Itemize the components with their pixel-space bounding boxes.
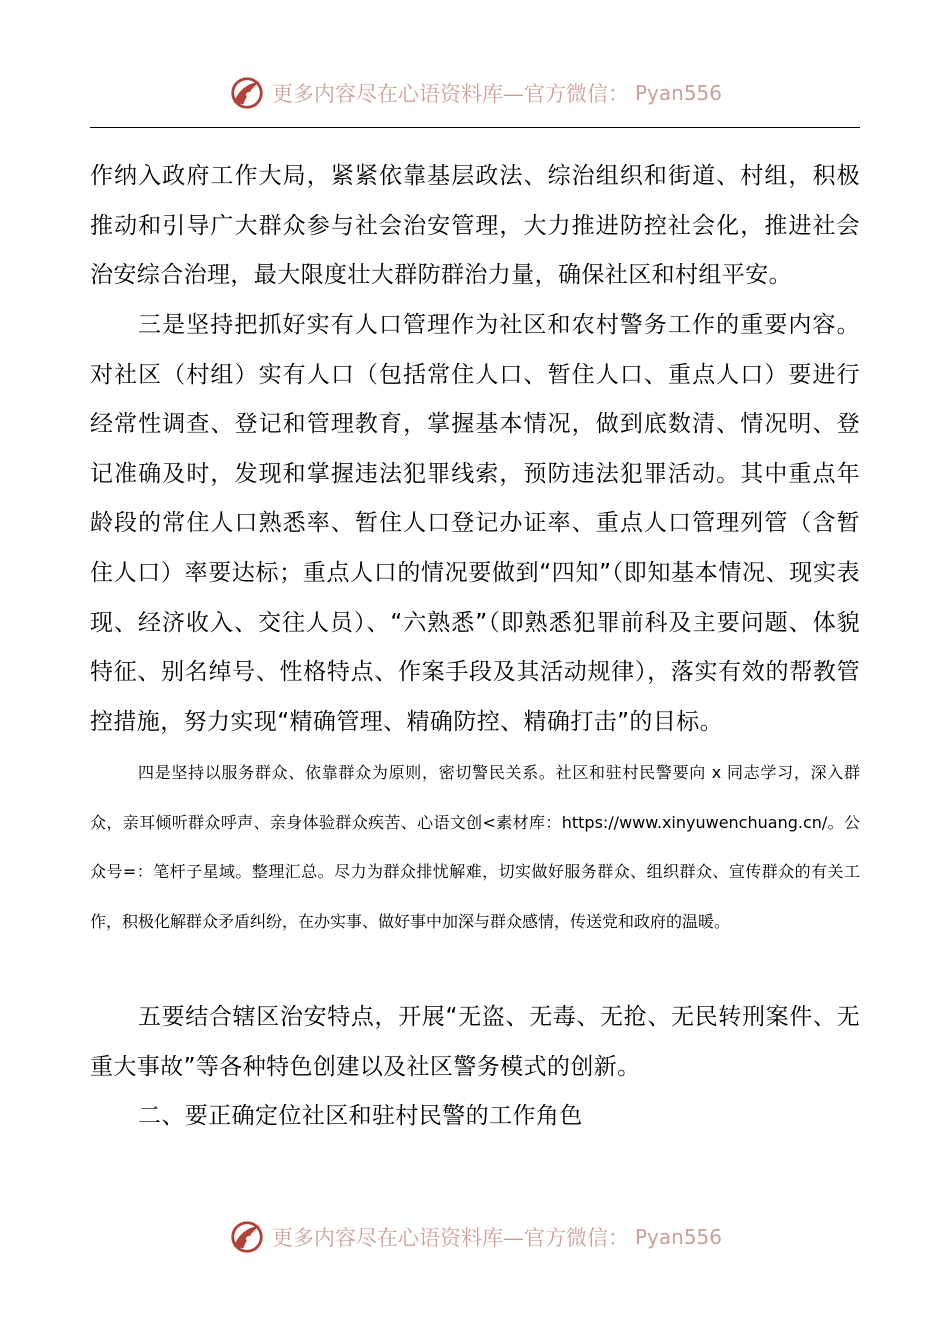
paragraph-3: 四是坚持以服务群众、依靠群众为原则，密切警民关系。社区和驻村民警要向 x 同志学习，深入群众，亲耳倾听群众呼声、亲身体验群众疾苦、心语文创<素材库：https://www.xinyuwenchuang.cn/。公众号=：笔杆子星域。整理汇总。尽力为群众排忧解难，切实做好服务群众、组织群众、宣传群众的有关工作，积极化解群众矛盾纠纷，在办实事、做好事中加深与群众感情，传送党和政府的温暖。 <box>90 763 860 931</box>
brush-logo-icon <box>228 1218 266 1256</box>
footer-watermark-banner <box>0 1216 950 1258</box>
brush-logo-icon <box>228 74 266 112</box>
section-heading: 二、要正确定位社区和驻村民警的工作角色 <box>138 1103 583 1129</box>
paragraph-3-block <box>90 748 860 946</box>
banner-text: 更多内容尽在心语资料库—官方微信： <box>271 1226 629 1250</box>
paragraph-1: 作纳入政府工作大局，紧紧依靠基层政法、综治组织和街道、村组，积极推动和引导广大群众参与社会治安管理，大力推进防控社会化，推进社会治安综合治理，最大限度壮大群防群治力量，确保社区和村组平安。 <box>90 163 860 289</box>
paragraph-2: 三是坚持把抓好实有人口管理作为社区和农村警务工作的重要内容。对社区（村组）实有人口（包括常住人口、暂住人口、重点人口）要进行经常性调查、登记和管理教育，掌握基本情况，做到底数清、情况明、登记准确及时，发现和掌握违法犯罪线索，预防违法犯罪活动。其中重点年龄段的常住人口熟悉率、暂住人口登记办证率、重点人口管理列管（含暂住人口）率要达标；重点人口的情况要做到“四知”（即知基本情况、现实表现、经济收入、交往人员）、“六熟悉”（即熟悉犯罪前科及主要问题、体貌特征、别名绰号、性格特点、作案手段及其活动规律），落实有效的帮教管控措施，努力实现“精确管理、精确防控、精确打击”的目标。 <box>90 312 860 735</box>
header-divider <box>90 127 860 128</box>
banner-wechat-id: Pyan556 <box>634 1225 722 1249</box>
banner-text: 更多内容尽在心语资料库—官方微信： <box>271 82 629 106</box>
paragraph-5-block <box>90 1092 860 1142</box>
banner-wechat-id: Pyan556 <box>634 81 722 105</box>
paragraph-1-block <box>90 152 860 301</box>
paragraph-2-block <box>90 301 860 747</box>
paragraph-4: 五要结合辖区治安特点，开展“无盗、无毒、无抢、无民转刑案件、无重大事故”等各种特色创建以及社区警务模式的创新。 <box>90 1004 860 1080</box>
paragraph-4-block <box>90 993 860 1092</box>
header-watermark-banner <box>0 72 950 114</box>
